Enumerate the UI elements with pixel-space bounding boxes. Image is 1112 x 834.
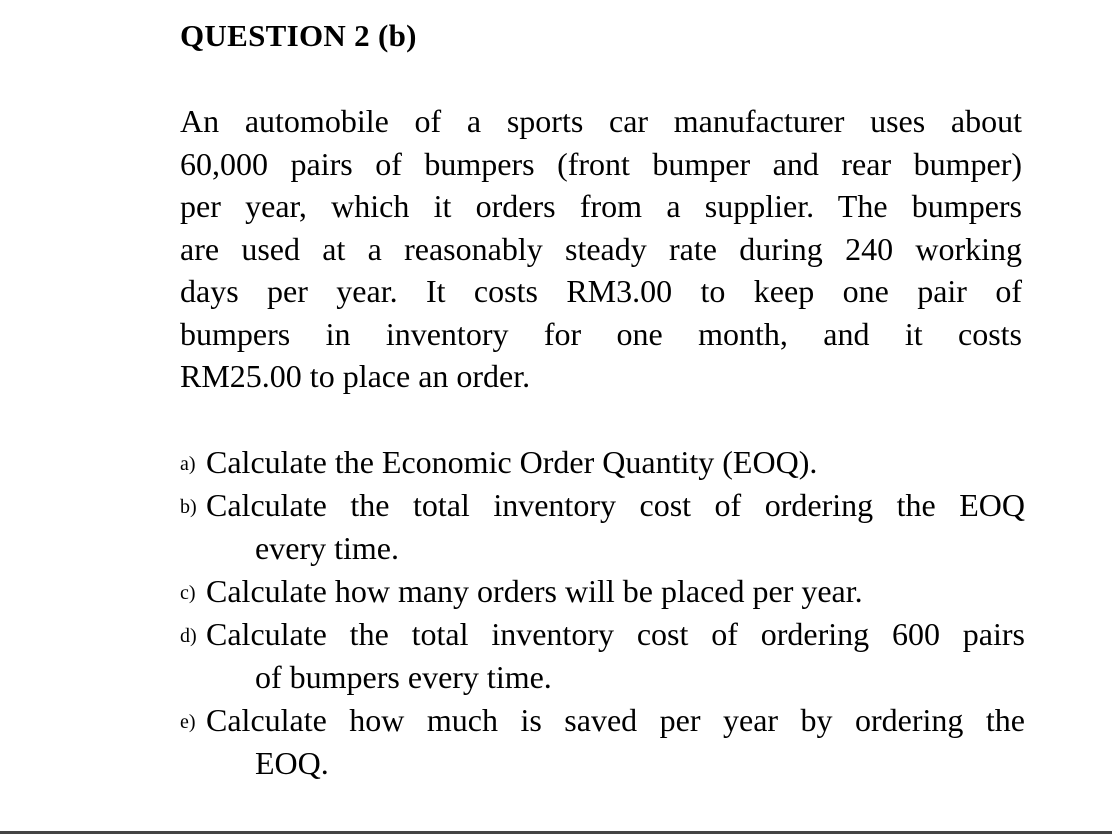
problem-statement: [180, 100, 1022, 398]
item-marker: d): [180, 625, 197, 647]
question-title: QUESTION 2 (b): [180, 18, 417, 53]
item-text: Calculate the total inventory cost of ordering the EOQ: [206, 487, 1025, 523]
question-item-c: [180, 570, 1025, 613]
item-marker: e): [180, 711, 196, 733]
item-marker: c): [180, 582, 196, 604]
question-item-b: [180, 484, 1025, 570]
item-text-continued: every time.: [255, 530, 399, 566]
item-marker: b): [180, 496, 197, 518]
item-marker: a): [180, 453, 196, 475]
paragraph-line: per year, which it orders from a supplier. The bumpers: [180, 188, 1022, 224]
question-item-a: [180, 441, 1025, 484]
question-list: [180, 441, 1025, 785]
paragraph-line: are used at a reasonably steady rate during 240 working: [180, 230, 1022, 267]
paragraph-line: days per year. It costs RM3.00 to keep one pair of: [180, 273, 1022, 309]
paragraph-line: 60,000 pairs of bumpers (front bumper and rear bumper): [180, 145, 1022, 182]
paragraph-line: An automobile of a sports car manufacturer uses about: [180, 103, 1022, 139]
item-text: Calculate how many orders will be placed per year.: [206, 573, 863, 609]
paragraph-line: RM25.00 to place an order.: [180, 358, 531, 394]
item-text-continued: EOQ.: [255, 745, 329, 781]
item-text: Calculate how much is saved per year by ordering the: [206, 702, 1025, 738]
item-text: Calculate the total inventory cost of ordering 600 pairs: [206, 616, 1025, 652]
item-text-continued: of bumpers every time.: [255, 659, 552, 695]
paragraph-line: bumpers in inventory for one month, and it costs: [180, 315, 1022, 352]
item-text: Calculate the Economic Order Quantity (EOQ).: [206, 444, 818, 480]
question-item-e: [180, 699, 1025, 785]
question-item-d: [180, 613, 1025, 699]
